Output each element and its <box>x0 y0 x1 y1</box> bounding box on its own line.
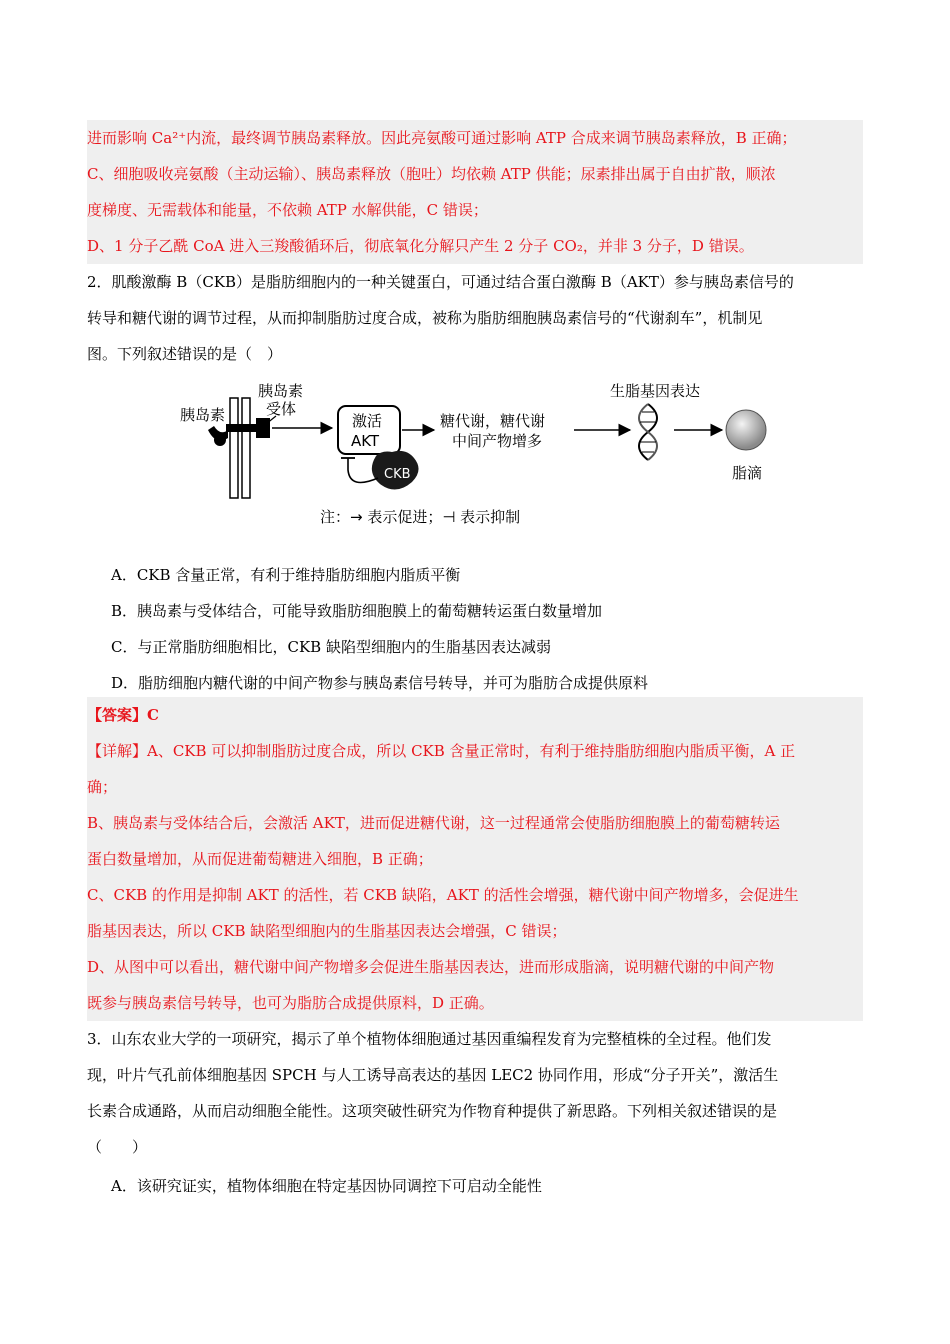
metabolism-label-1: 糖代谢，糖代谢 <box>440 412 546 430</box>
option-c: C．与正常脂肪细胞相比，CKB 缺陷型细胞内的生脂基因表达减弱 <box>111 638 551 656</box>
insulin-label: 胰岛素 <box>180 406 226 424</box>
metabolism-label-2: 中间产物增多 <box>452 432 543 450</box>
stem-line: 转导和糖代谢的调节过程，从而抑制脂肪过度合成，被称为脂肪细胞胰岛素信号的“代谢刹车”，机制见 <box>87 309 763 327</box>
dna-helix-icon <box>639 404 657 460</box>
option-b: B．胰岛素与受体结合，可能导致脂肪细胞膜上的葡萄糖转运蛋白数量增加 <box>111 602 603 620</box>
answer-label: 【答案】C <box>87 706 159 724</box>
mechanism-figure <box>170 378 810 538</box>
explanation-line: C、细胞吸收亮氨酸（主动运输）、胰岛素释放（胞吐）均依赖 ATP 供能；尿素排出属于自由扩散，顺浓 <box>87 165 776 183</box>
receptor-shape <box>226 424 260 432</box>
question-2-options <box>87 557 863 701</box>
detail-line: 蛋白数量增加，从而促进葡萄糖进入细胞，B 正确； <box>87 850 433 868</box>
droplet-label: 脂滴 <box>732 464 763 482</box>
explanation-line: 进而影响 Ca²⁺内流，最终调节胰岛素释放。因此亮氨酸可通过影响 ATP 合成来调节胰岛素释放，B 正确； <box>87 129 797 147</box>
question-2-stem <box>87 264 863 372</box>
option-d: D．脂肪细胞内糖代谢的中间产物参与胰岛素信号转导，并可为脂肪合成提供原料 <box>111 674 649 692</box>
stem-line: （ ） <box>87 1138 148 1156</box>
stem-line: 2．肌酸激酶 B（CKB）是脂肪细胞内的一种关键蛋白，可通过结合蛋白激酶 B（AKT）参与胰岛素信号的 <box>87 273 794 291</box>
explanation-line: D、1 分子乙酰 CoA 进入三羧酸循环后，彻底氧化分解只产生 2 分子 CO₂，并非 3 分子，D 错误。 <box>87 237 754 255</box>
previous-explanation <box>87 120 863 264</box>
lipid-droplet-icon <box>726 410 766 450</box>
detail-line: 确； <box>87 778 118 796</box>
insulin-molecule-dot <box>214 434 226 446</box>
detail-line: B、胰岛素与受体结合后，会激活 AKT，进而促进糖代谢，这一过程通常会使脂肪细胞膜上的葡萄糖转运 <box>87 814 780 832</box>
stem-line: 现，叶片气孔前体细胞基因 SPCH 与人工诱导高表达的基因 LEC2 协同作用，形成“分子开关”，激活生 <box>87 1066 779 1084</box>
answer-explanation <box>87 697 863 1021</box>
detail-line: 【详解】A、CKB 可以抑制脂肪过度合成，所以 CKB 含量正常时，有利于维持脂肪细胞内脂质平衡，A 正 <box>87 742 796 760</box>
stem-line: 图。下列叙述错误的是（ ） <box>87 345 283 363</box>
akt-label-1: 激活 <box>352 412 383 430</box>
detail-line: 既参与胰岛素信号转导，也可为脂肪合成提供原料，D 正确。 <box>87 994 494 1012</box>
detail-line: D、从图中可以看出，糖代谢中间产物增多会促进生脂基因表达，进而形成脂滴，说明糖代谢的中间产物 <box>87 958 775 976</box>
receptor-tail <box>256 418 270 438</box>
option-a: A．CKB 含量正常，有利于维持脂肪细胞内脂质平衡 <box>111 566 461 584</box>
akt-label-2: AKT <box>351 432 380 450</box>
receptor-label-2: 受体 <box>266 400 297 418</box>
cell-membrane <box>230 398 238 498</box>
figure-note: 注：→ 表示促进；⊣ 表示抑制 <box>320 508 521 526</box>
option-a: A．该研究证实，植物体细胞在特定基因协同调控下可启动全能性 <box>111 1177 542 1195</box>
stem-line: 3．山东农业大学的一项研究，揭示了单个植物体细胞通过基因重编程发育为完整植株的全过程。他们发 <box>87 1030 772 1048</box>
detail-line: 脂基因表达，所以 CKB 缺陷型细胞内的生脂基因表达会增强，C 错误； <box>87 922 567 940</box>
detail-line: C、CKB 的作用是抑制 AKT 的活性，若 CKB 缺陷，AKT 的活性会增强，糖代谢中间产物增多，会促进生 <box>87 886 799 904</box>
question-3-options <box>87 1168 863 1204</box>
cell-membrane-inner <box>242 398 250 498</box>
stem-line: 长素合成通路，从而启动细胞全能性。这项突破性研究为作物育种提供了新思路。下列相关叙述错误的是 <box>87 1102 778 1120</box>
question-3-stem <box>87 1021 863 1165</box>
receptor-label-1: 胰岛素 <box>258 382 304 400</box>
gene-expression-label: 生脂基因表达 <box>610 382 701 400</box>
ckb-label: CKB <box>384 467 411 482</box>
explanation-line: 度梯度、无需载体和能量，不依赖 ATP 水解供能，C 错误； <box>87 201 488 219</box>
